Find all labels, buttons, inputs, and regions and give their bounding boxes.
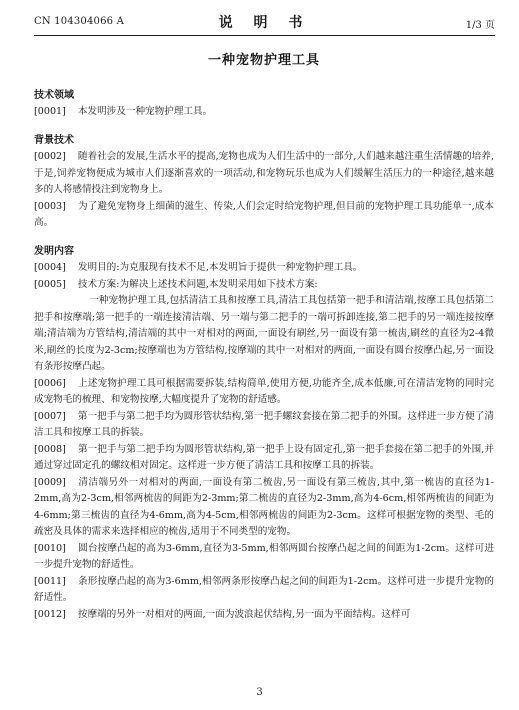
paragraph-text: 条形按摩凸起的高为3-6mm,相邻两条形按摩凸起之间的间距为1-2cm。这样可进一步提升宠物的舒适性。 (34, 575, 494, 603)
paragraph-text: 发明目的:为克服现有技术不足,本发明旨于提供一种宠物护理工具。 (77, 262, 363, 273)
header-rule (34, 35, 495, 36)
paragraph-number: [0001] (34, 106, 66, 117)
paragraph (34, 260, 494, 277)
paragraph (34, 409, 494, 442)
paragraph-text: 为了避免宠物身上细菌的滋生、传染,人们会定时给宠物护理,但目前的宠物护理工具功能单一,成本高。 (34, 200, 494, 228)
paragraph-number: [0011] (34, 575, 66, 587)
paragraph-number: [0007] (34, 410, 66, 422)
paragraph-text: 上述宠物护理工具可根据需要拆装,结构简单,使用方便,功能齐全,成本低廉,可在清洁宠物的同时完成宠物毛的梳理、和宠物按摩,大幅度提升了宠物的舒适感。 (34, 377, 494, 405)
section-heading: 背景技术 (34, 134, 74, 146)
paragraph-text: 清洁端另外一对相对的两面,一面设有第二梳齿,另一面设有第三梳齿,其中,第一梳齿的直径为1-2mm,高为2-3cm,相邻两梳齿的间距为2-3mm;第二梳齿的直径为2-3mm,高为4-6cm,相邻两梳齿的间距为4-6mm;第三梳齿的直径为4-6mm,高为4-5cm,相邻两梳齿的间距为2-3cm。这样可根据宠物的类型、毛的疏密及具体的需求来选择相应的梳齿,适用于不同类型的宠物。 (34, 476, 494, 537)
paragraph (34, 376, 494, 409)
paragraph-text: 圆台按摩凸起的高为3-6mm,直径为3-5mm,相邻两圆台按摩凸起之间的间距为1-2cm。这样可进一步提升宠物的舒适性。 (34, 542, 494, 570)
paragraph (34, 199, 494, 232)
publication-number: CN 104304066 A (34, 16, 125, 27)
paragraph-text: 技术方案:为解决上述技术问题,本发明采用如下技术方案: (77, 278, 318, 290)
sections-container (34, 88, 494, 624)
document-type: 说 明 书 (218, 15, 311, 31)
paragraph-number: [0010] (34, 542, 66, 554)
paragraph-text: 一种宠物护理工具,包括清洁工具和按摩工具,清洁工具包括第一把手和清洁端,按摩工具包括第二把手和按摩端;第一把手的一端连接清洁端、另一端与第二把手的一端可拆卸连接,第二把手的另一端连接按摩端;清洁端为方管结构,清洁端的其中一对相对的两面,一面设有刷丝,另一面设有第一梳齿,刷丝的直径为2-4微米,刷丝的长度为2-3cm;按摩端也为方管结构,按摩端的其中一对相对的两面,一面设有圆台按摩凸起,另一面设有条形按摩凸起。 (34, 295, 494, 372)
section-heading: 技术领域 (34, 89, 74, 101)
section-heading: 发明内容 (34, 245, 74, 257)
paragraph (34, 574, 494, 607)
paragraph-number: [0012] (34, 608, 66, 620)
paragraph (34, 149, 494, 199)
paragraph (34, 442, 494, 475)
paragraph (34, 475, 494, 541)
paragraph (34, 104, 494, 121)
page-number: 3 (256, 687, 263, 698)
paragraph-text: 第一把手与第二把手均为圆形管状结构,第一把手上设有固定孔,第一把手套接在第二把手的外围,并通过穿过固定孔的螺纹相对固定。这样进一步方便了清洁工具和按摩工具的拆装。 (34, 443, 494, 471)
paragraph (34, 277, 494, 294)
paragraph-text: 随着社会的发展,生活水平的提高,宠物也成为人们生活中的一部分,人们越来越注重生活情趣的培养,于是,饲养宠物便成为城市人们逐渐喜欢的一项活动,和宠物玩乐也成为人们缓解生活压力的一种途径,越来越多的人将感情投注到宠物身上。 (34, 151, 494, 195)
paragraph-number: [0006] (34, 377, 66, 389)
paragraph (34, 293, 494, 376)
paragraph (34, 607, 494, 624)
paragraph-number: [0008] (34, 443, 66, 455)
document-body (34, 47, 494, 623)
paragraph-number: [0005] (34, 278, 66, 290)
paragraph-number: [0004] (34, 262, 66, 273)
paragraph-text: 本发明涉及一种宠物护理工具。 (77, 106, 213, 117)
page-header (34, 10, 495, 32)
paragraph-number: [0003] (34, 200, 66, 212)
paragraph (34, 541, 494, 574)
page-info: 1/3 页 (465, 20, 495, 31)
paragraph-text: 按摩端的另外一对相对的两面,一面为波浪起伏结构,另一面为平面结构。这样可 (77, 608, 411, 620)
paragraph-number: [0009] (34, 476, 66, 488)
paragraph-text: 第一把手与第二把手均为圆形管状结构,第一把手螺纹套接在第二把手的外围。这样进一步方便了清洁工具和按摩工具的拆装。 (34, 410, 494, 438)
document-title: 一种宠物护理工具 (207, 53, 320, 68)
paragraph-number: [0002] (34, 151, 66, 162)
